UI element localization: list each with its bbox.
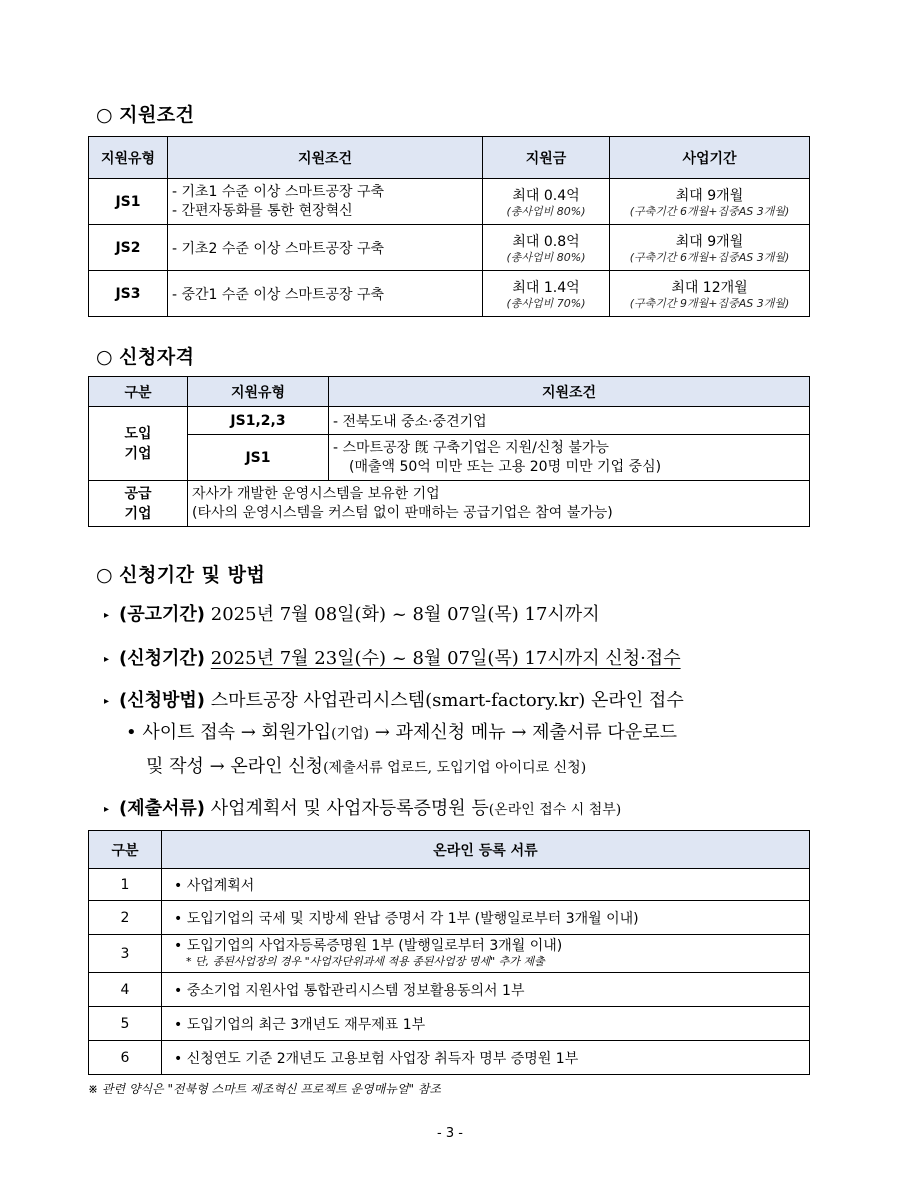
submission-docs: ▸ (제출서류) 사업계획서 및 사업자등록증명원 등(온라인 접수 시 첨부) bbox=[104, 798, 622, 819]
method-step-2: 및 작성 → 온라인 신청(제출서류 업로드, 도입기업 아이디로 신청) bbox=[146, 756, 587, 777]
triangle-bullet-icon: ▸ bbox=[104, 695, 110, 707]
section-title-support-conditions: ○ 지원조건 bbox=[96, 104, 195, 126]
table-row: 공급 기업 자사가 개발한 운영시스템을 보유한 기업 (타사의 운영시스템을 커스텀 없이 판매하는 공급기업은 참여 불가능) bbox=[89, 481, 810, 527]
table-row: 6 • 신청연도 기준 2개년도 고용보험 사업장 취득자 명부 증명원 1부 bbox=[89, 1041, 810, 1075]
header-type: 지원유형 bbox=[89, 137, 168, 179]
table-row: 2 • 도입기업의 국세 및 지방세 완납 증명서 각 1부 (발행일로부터 3개월 이내) bbox=[89, 901, 810, 935]
table-row: 5 • 도입기업의 최근 3개년도 재무제표 1부 bbox=[89, 1007, 810, 1041]
table-row: 1 • 사업계획서 bbox=[89, 869, 810, 901]
header-condition: 지원조건 bbox=[168, 137, 483, 179]
header-amount: 지원금 bbox=[483, 137, 610, 179]
triangle-bullet-icon: ▸ bbox=[104, 653, 110, 665]
footnote: ※ 관련 양식은 "전북형 스마트 제조혁신 프로젝트 운영매뉴얼" 참조 bbox=[88, 1082, 442, 1096]
eligibility-table: 구분 지원유형 지원조건 도입 기업 JS1,2,3 - 전북도내 중소·중견기업 JS1 - 스마트공장 旣 구축기업은 지원/신청 불가능 (매출액 50억 미만 또는 고용 20명 미만 기업 중심) 공급 기업 자사가 개발한 운영시스템을 보유한 기업 (타사의 운영시스템을 커스텀 없이 판매하는 공급기업은 참여 불가능) bbox=[88, 376, 810, 527]
page-number: - 3 - bbox=[437, 1126, 463, 1141]
table-row: JS1 - 스마트공장 旣 구축기업은 지원/신청 불가능 (매출액 50억 미만 또는 고용 20명 미만 기업 중심) bbox=[89, 435, 810, 481]
support-conditions-table bbox=[88, 136, 810, 317]
table-row: 4 • 중소기업 지원사업 통합관리시스템 정보활용동의서 1부 bbox=[89, 973, 810, 1007]
table-row: JS2 - 기초2 수준 이상 스마트공장 구축 최대 0.8억 (총사업비 80%) 최대 9개월 (구축기간 6개월+집중AS 3개월) bbox=[89, 225, 810, 271]
apply-method: ▸ (신청방법) 스마트공장 사업관리시스템(smart-factory.kr) 온라인 접수 bbox=[104, 690, 684, 711]
triangle-bullet-icon: ▸ bbox=[104, 609, 110, 621]
section-title-eligibility: ○ 신청자격 bbox=[96, 346, 195, 368]
table-row: 도입 기업 JS1,2,3 - 전북도내 중소·중견기업 bbox=[89, 407, 810, 435]
notice-period: ▸ (공고기간) 2025년 7월 08일(화) ~ 8월 07일(목) 17시까지 bbox=[104, 604, 600, 625]
method-step-1: • 사이트 접속 → 회원가입(기업) → 과제신청 메뉴 → 제출서류 다운로드 bbox=[126, 722, 677, 743]
apply-period: ▸ (신청기간) 2025년 7월 23일(수) ~ 8월 07일(목) 17시까지 신청·접수 bbox=[104, 648, 681, 669]
table-row: 3 • 도입기업의 사업자등록증명원 1부 (발행일로부터 3개월 이내) * 단, 종된사업장의 경우 "사업자단위과세 적용 종된사업장 명세" 추가 제출 bbox=[89, 935, 810, 973]
header-period: 사업기간 bbox=[610, 137, 810, 179]
triangle-bullet-icon: ▸ bbox=[104, 803, 110, 815]
section-title-period-method: ○ 신청기간 및 방법 bbox=[96, 564, 266, 586]
table-row: JS3 - 중간1 수준 이상 스마트공장 구축 최대 1.4억 (총사업비 70%) 최대 12개월 (구축기간 9개월+집중AS 3개월) bbox=[89, 271, 810, 317]
table-row: JS1 - 기초1 수준 이상 스마트공장 구축 - 간편자동화를 통한 현장혁신 최대 0.4억 (총사업비 80%) 최대 9개월 (구축기간 6개월+집중AS 3개월) bbox=[89, 179, 810, 225]
documents-table: 구분 온라인 등록 서류 1 • 사업계획서 2 • 도입기업의 국세 및 지방세 완납 증명서 각 1부 (발행일로부터 3개월 이내) 3 • 도입기업의 사업자등록증명원 1부 (발행일로부터 3개월 이내) * 단, 종된사업장의 경우 "사업자단위과세 적용 종된사업장 명세" 추가 제출 4 • 중소기업 지원사업 통합관리시스템 정보활용동의서 1부 5 • 도입기업의 최근 3개년도 재무제표 1부 6 • 신청연도 기준 2개년도 고용보험 사업장 취득자 명부 증명원 1부 bbox=[88, 830, 810, 1075]
